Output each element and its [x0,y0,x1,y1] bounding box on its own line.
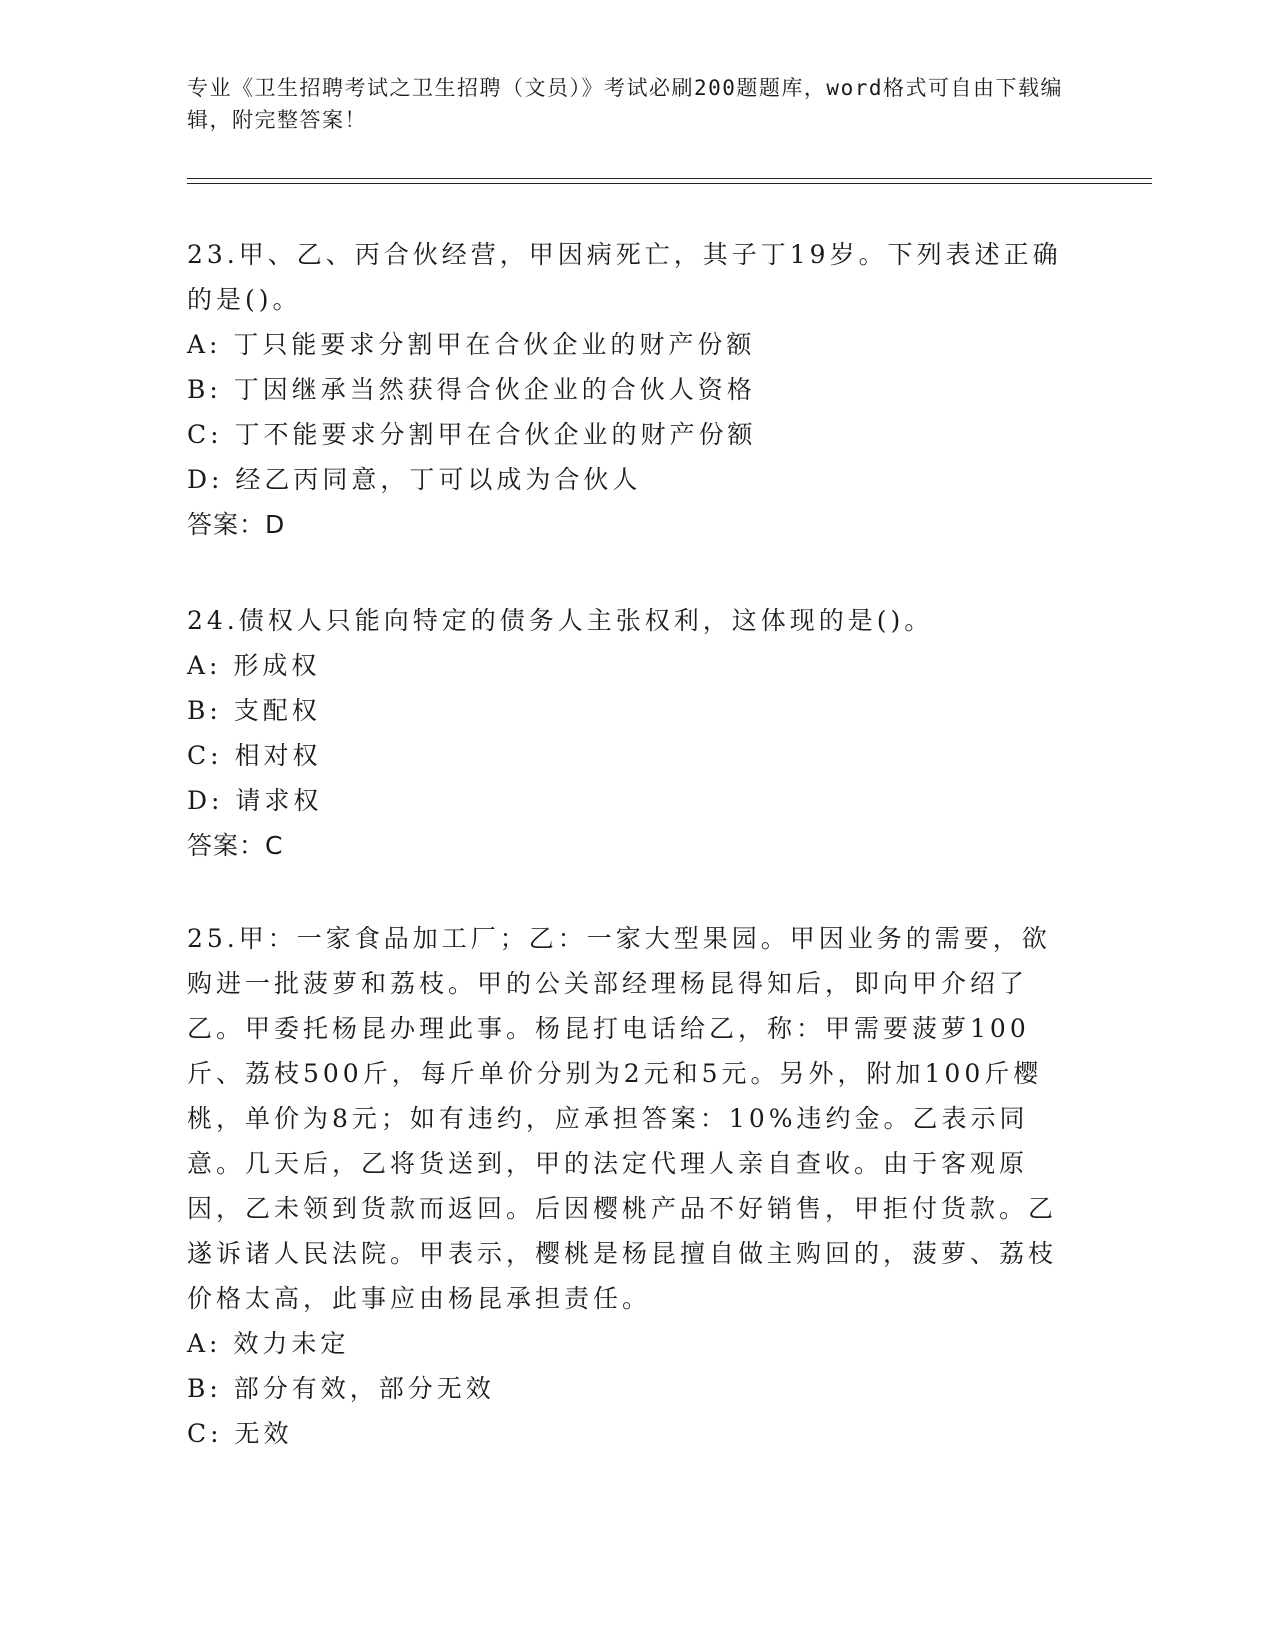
question-stem: 25.甲：一家食品加工厂；乙：一家大型果园。甲因业务的需要，欲购进一批菠萝和荔枝。甲的公关部经理杨昆得知后，即向甲介绍了乙。甲委托杨昆办理此事。杨昆打电话给乙，称：甲需要菠萝100斤、荔枝500斤，每斤单价分别为2元和5元。另外，附加100斤樱桃，单价为8元；如有违约，应承担答案：10%违约金。乙表示同意。几天后，乙将货送到，甲的法定代理人亲自查收。由于客观原因，乙未领到货款而返回。后因樱桃产品不好销售，甲拒付货款。乙遂诉诸人民法院。甲表示，樱桃是杨昆擅自做主购回的，菠萝、荔枝价格太高，此事应由杨昆承担责任。 [187,924,1058,1313]
option-c: C: 无效 [187,1419,293,1448]
option-b: B: 部分有效，部分无效 [187,1374,495,1403]
document-header: 专业《卫生招聘考试之卫生招聘（文员）》考试必刷200题题库，word格式可自由下载编辑，附完整答案！ [187,76,1063,132]
header-divider-bottom [187,183,1152,184]
option-c: C: 丁不能要求分割甲在合伙企业的财产份额 [187,420,757,449]
option-b: B: 支配权 [187,696,321,725]
question-25 [187,916,1067,1456]
header-divider-top [187,178,1152,179]
question-24 [187,598,1067,868]
question-stem: 23.甲、乙、丙合伙经营，甲因病死亡，其子丁19岁。下列表述正确的是()。 [187,240,1062,314]
option-a: A: 丁只能要求分割甲在合伙企业的财产份额 [187,330,756,359]
option-c: C: 相对权 [187,741,322,770]
answer-line: 答案：D [187,510,286,539]
option-d: D: 请求权 [187,786,323,815]
option-a: A: 形成权 [187,651,321,680]
option-a: A: 效力未定 [187,1329,350,1358]
question-stem: 24.债权人只能向特定的债务人主张权利，这体现的是()。 [187,606,934,635]
question-23 [187,232,1067,547]
option-b: B: 丁因继承当然获得合伙企业的合伙人资格 [187,375,756,404]
option-d: D: 经乙丙同意，丁可以成为合伙人 [187,465,642,494]
answer-line: 答案：C [187,831,284,860]
